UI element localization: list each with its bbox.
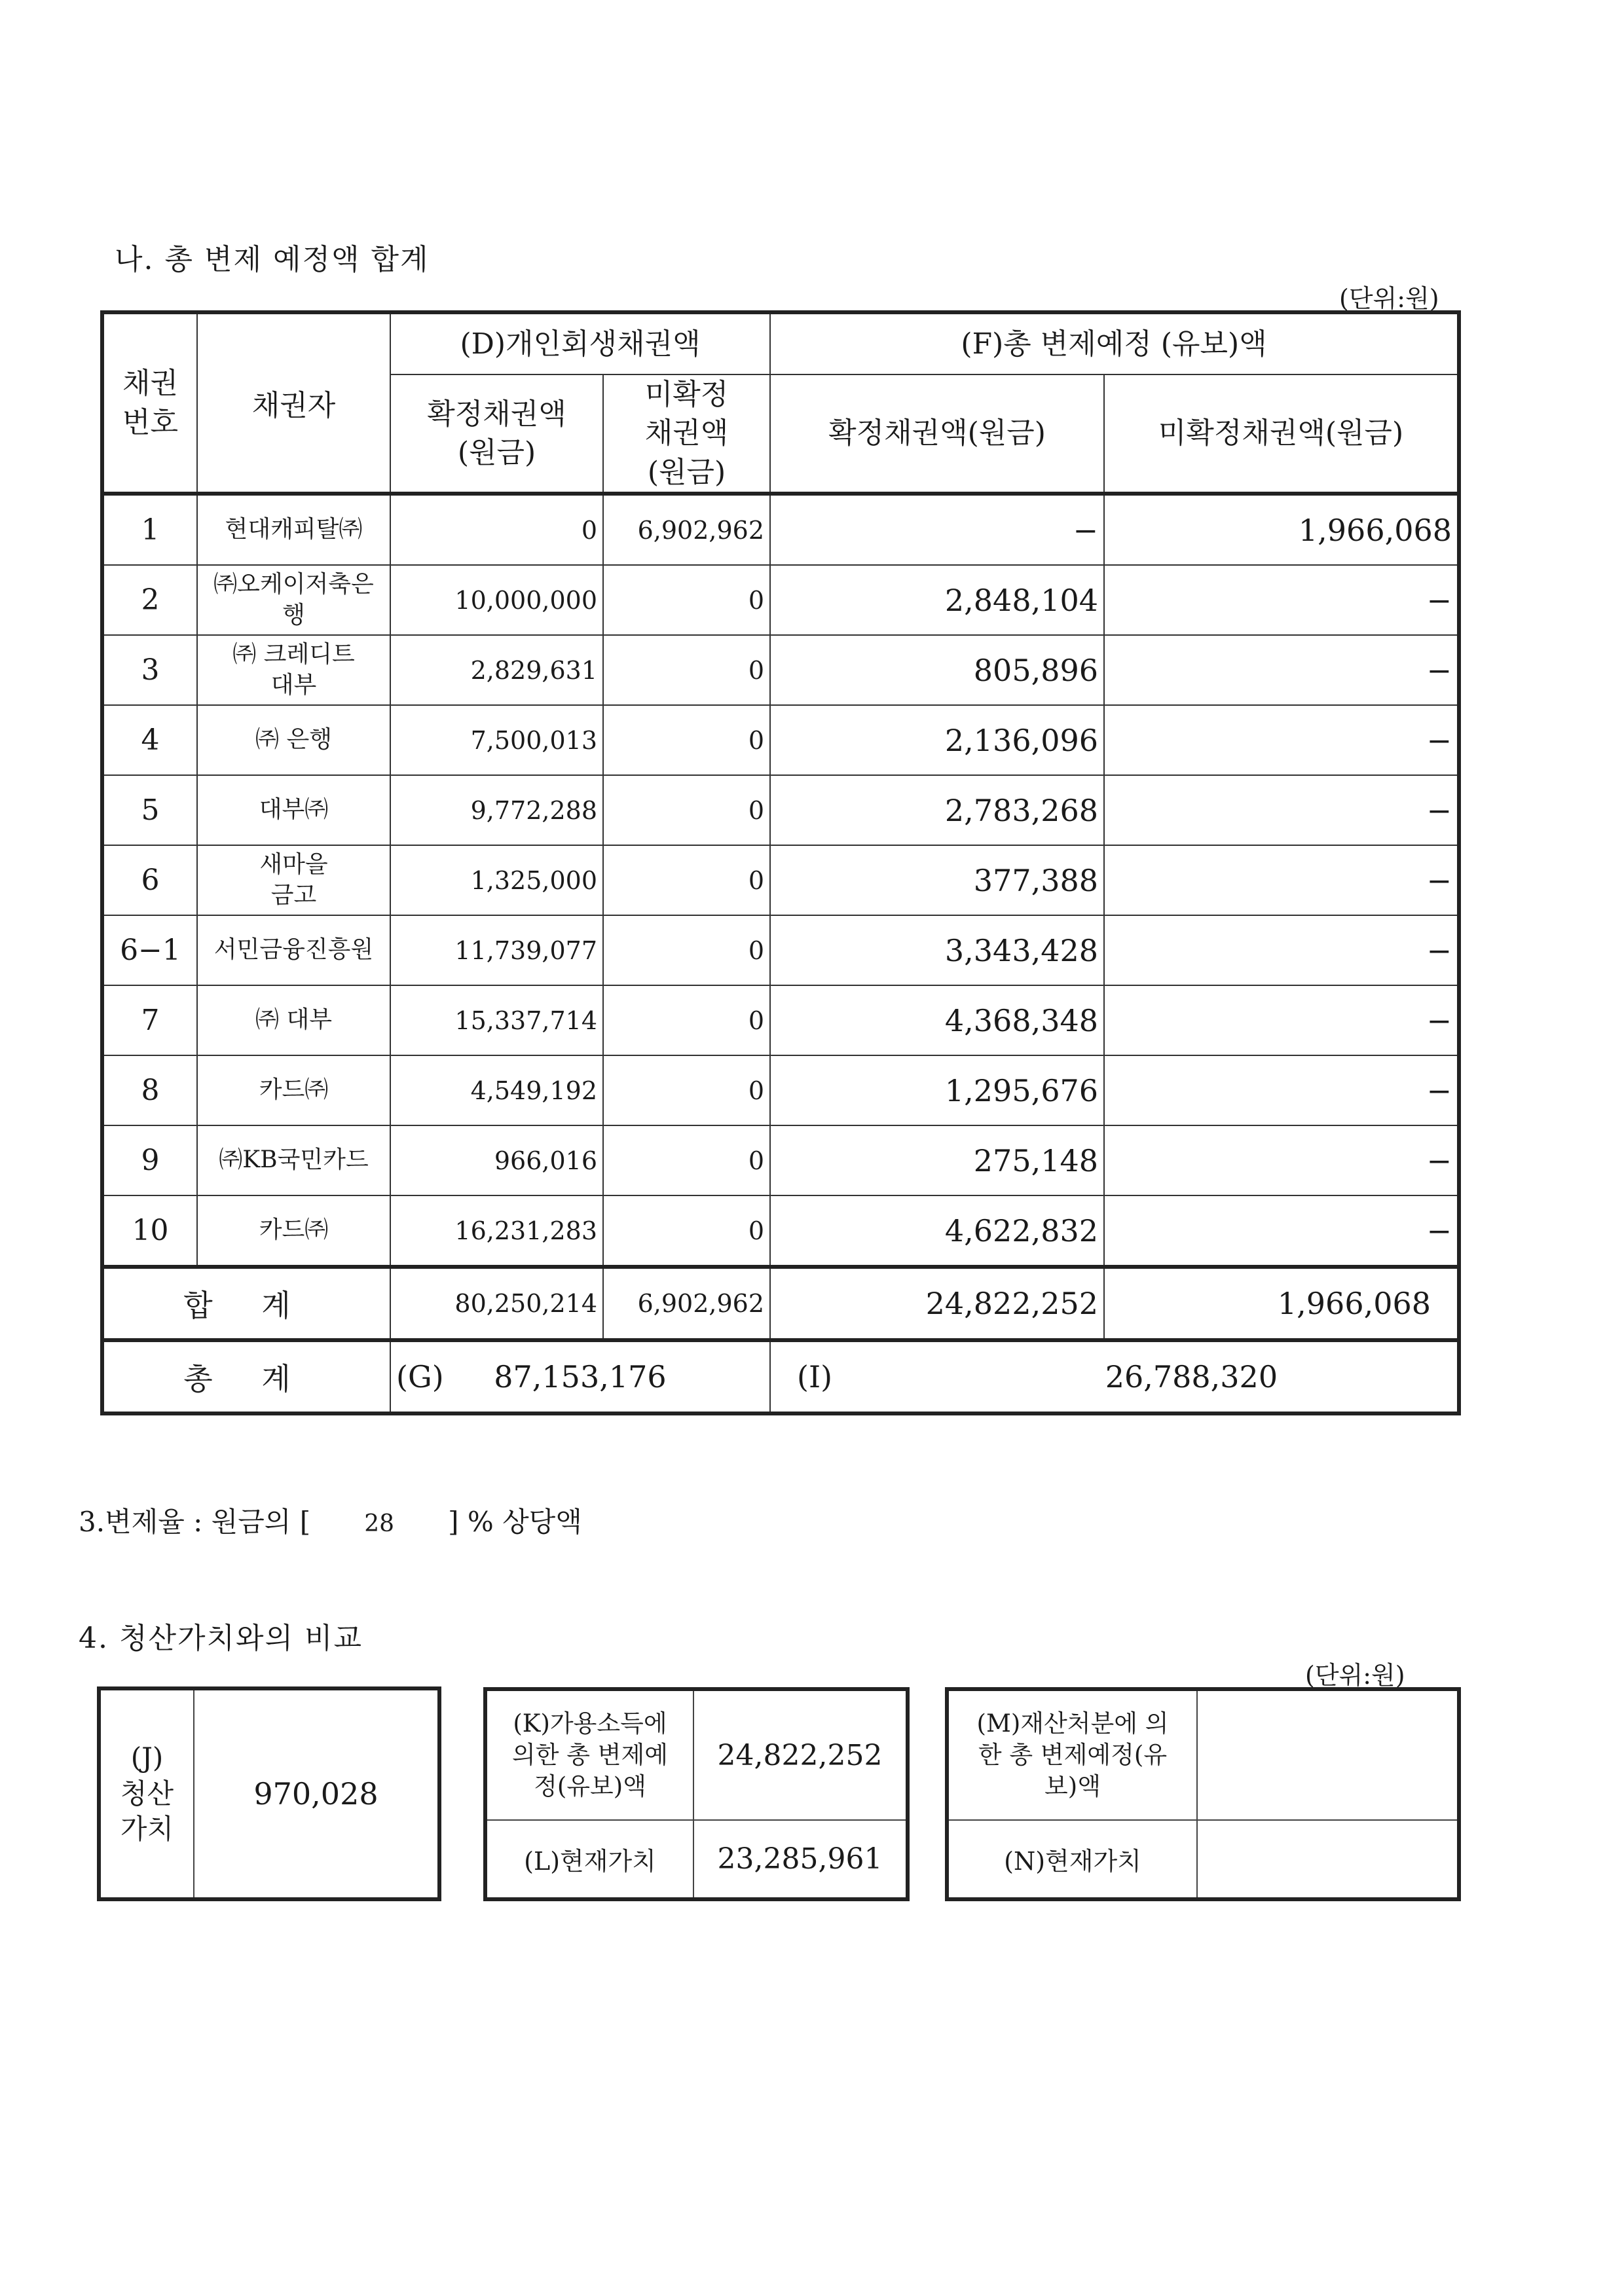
row-number: 4: [102, 705, 197, 775]
row-number: 10: [102, 1195, 197, 1267]
table-row: [102, 565, 1459, 635]
row-number: 8: [102, 1055, 197, 1125]
total-label: 총 계: [102, 1340, 390, 1413]
f-unconfirmed-amount: −: [1104, 565, 1459, 635]
box-available-income: [483, 1687, 910, 1901]
box-liquidation-value: [97, 1686, 441, 1901]
f-confirmed-amount: 2,783,268: [770, 775, 1104, 845]
f-unconfirmed-amount: −: [1104, 635, 1459, 705]
d-confirmed-amount: 2,829,631: [390, 635, 603, 705]
creditor-name: 대부㈜: [197, 775, 390, 845]
f-unconfirmed-amount: −: [1104, 845, 1459, 915]
total-g: [390, 1340, 770, 1413]
d-unconfirmed-amount: 0: [603, 1195, 770, 1267]
f-confirmed-amount: 805,896: [770, 635, 1104, 705]
table-row: [102, 494, 1459, 565]
creditor-name: ㈜ 은행: [197, 705, 390, 775]
d-confirmed-amount: 0: [390, 494, 603, 565]
sum-label: 합 계: [102, 1267, 390, 1340]
l-value: 23,285,961: [693, 1820, 908, 1899]
row-number: 6: [102, 845, 197, 915]
f-unconfirmed-amount: 1,966,068: [1104, 494, 1459, 565]
group-header-d: (D)개인회생채권액: [390, 312, 770, 374]
creditor-name: ㈜오케이저축은 행: [197, 565, 390, 635]
total-i-label: (I): [797, 1359, 833, 1395]
row-number: 3: [102, 635, 197, 705]
f-confirmed-amount: 2,136,096: [770, 705, 1104, 775]
rate-prefix: 3.변제율 : 원금의 [: [79, 1506, 311, 1538]
n-label: (N)현재가치: [947, 1820, 1197, 1899]
f-confirmed-amount: −: [770, 494, 1104, 565]
d-confirmed-amount: 7,500,013: [390, 705, 603, 775]
creditor-name: 서민금융진흥원: [197, 915, 390, 985]
col-header-d-confirmed: 확정채권액 (원금): [390, 374, 603, 494]
creditor-name: 카드㈜: [197, 1055, 390, 1125]
creditor-name: ㈜ 크레디트 대부: [197, 635, 390, 705]
col-header-d-unconfirmed: 미확정 채권액 (원금): [603, 374, 770, 494]
creditor-name: 새마을 금고: [197, 845, 390, 915]
f-confirmed-amount: 2,848,104: [770, 565, 1104, 635]
rate-value: 28: [364, 1510, 394, 1537]
f-unconfirmed-amount: −: [1104, 915, 1459, 985]
box-asset-disposal: [945, 1687, 1461, 1901]
col-header-f-confirmed: 확정채권액(원금): [770, 374, 1104, 494]
f-unconfirmed-amount: −: [1104, 1125, 1459, 1195]
creditor-name: ㈜ 대부: [197, 985, 390, 1055]
group-header-f: (F)총 변제예정 (유보)액: [770, 312, 1459, 374]
f-confirmed-amount: 3,343,428: [770, 915, 1104, 985]
f-confirmed-amount: 4,622,832: [770, 1195, 1104, 1267]
d-confirmed-amount: 4,549,192: [390, 1055, 603, 1125]
creditor-name: ㈜KB국민카드: [197, 1125, 390, 1195]
total-i-value: 26,788,320: [1105, 1359, 1278, 1395]
d-unconfirmed-amount: 0: [603, 845, 770, 915]
k-label: (K)가용소득에 의한 총 변제예 정(유보)액: [485, 1689, 693, 1820]
d-confirmed-amount: 9,772,288: [390, 775, 603, 845]
d-unconfirmed-amount: 0: [603, 775, 770, 845]
n-value: [1197, 1820, 1459, 1899]
table-row: [102, 1125, 1459, 1195]
table-row: [102, 915, 1459, 985]
rate-suffix: ] % 상당액: [448, 1506, 582, 1538]
section-title: 나. 총 변제 예정액 합계: [115, 243, 430, 276]
d-confirmed-amount: 16,231,283: [390, 1195, 603, 1267]
d-unconfirmed-amount: 0: [603, 1125, 770, 1195]
row-number: 9: [102, 1125, 197, 1195]
creditor-name: 카드㈜: [197, 1195, 390, 1267]
row-number: 6−1: [102, 915, 197, 985]
repayment-table: [100, 310, 1461, 1415]
unit-label: (단위:원): [1339, 284, 1439, 313]
table-row: [102, 1055, 1459, 1125]
m-label: (M)재산처분에 의 한 총 변제예정(유 보)액: [947, 1689, 1197, 1820]
table-row: [102, 775, 1459, 845]
d-unconfirmed-amount: 0: [603, 1055, 770, 1125]
f-unconfirmed-amount: −: [1104, 705, 1459, 775]
d-unconfirmed-amount: 0: [603, 985, 770, 1055]
d-confirmed-amount: 10,000,000: [390, 565, 603, 635]
sum-f-unconfirmed: 1,966,068: [1104, 1267, 1459, 1340]
row-number: 1: [102, 494, 197, 565]
f-unconfirmed-amount: −: [1104, 1055, 1459, 1125]
liquidation-value: 970,028: [194, 1688, 439, 1899]
sum-d-confirmed: 80,250,214: [390, 1267, 603, 1340]
d-unconfirmed-amount: 0: [603, 705, 770, 775]
col-header-creditor: 채권자: [197, 312, 390, 494]
d-unconfirmed-amount: 0: [603, 565, 770, 635]
f-confirmed-amount: 1,295,676: [770, 1055, 1104, 1125]
col-header-no: 채권 번호: [102, 312, 197, 494]
d-confirmed-amount: 11,739,077: [390, 915, 603, 985]
row-number: 5: [102, 775, 197, 845]
m-value: [1197, 1689, 1459, 1820]
f-confirmed-amount: 377,388: [770, 845, 1104, 915]
liquidation-label: (J) 청산 가치: [99, 1688, 194, 1899]
table-row: [102, 845, 1459, 915]
f-confirmed-amount: 275,148: [770, 1125, 1104, 1195]
section4-title: 4. 청산가치와의 비교: [79, 1622, 363, 1655]
d-unconfirmed-amount: 0: [603, 915, 770, 985]
f-unconfirmed-amount: −: [1104, 985, 1459, 1055]
sum-f-confirmed: 24,822,252: [770, 1267, 1104, 1340]
f-unconfirmed-amount: −: [1104, 1195, 1459, 1267]
total-g-label: (G): [396, 1359, 444, 1395]
col-header-f-unconfirmed: 미확정채권액(원금): [1104, 374, 1459, 494]
sum-d-unconfirmed: 6,902,962: [603, 1267, 770, 1340]
repayment-rate: [79, 1501, 582, 1540]
table-row: [102, 985, 1459, 1055]
table-row: [102, 705, 1459, 775]
section4-unit: (단위:원): [1305, 1661, 1405, 1690]
f-unconfirmed-amount: −: [1104, 775, 1459, 845]
f-confirmed-amount: 4,368,348: [770, 985, 1104, 1055]
table-row: [102, 635, 1459, 705]
total-g-value: 87,153,176: [494, 1359, 667, 1395]
row-number: 2: [102, 565, 197, 635]
k-value: 24,822,252: [693, 1689, 908, 1820]
d-unconfirmed-amount: 0: [603, 635, 770, 705]
table-row: [102, 1195, 1459, 1267]
l-label: (L)현재가치: [485, 1820, 693, 1899]
row-number: 7: [102, 985, 197, 1055]
d-confirmed-amount: 1,325,000: [390, 845, 603, 915]
creditor-name: 현대캐피탈㈜: [197, 494, 390, 565]
d-confirmed-amount: 15,337,714: [390, 985, 603, 1055]
total-i: [770, 1340, 1459, 1413]
d-unconfirmed-amount: 6,902,962: [603, 494, 770, 565]
d-confirmed-amount: 966,016: [390, 1125, 603, 1195]
